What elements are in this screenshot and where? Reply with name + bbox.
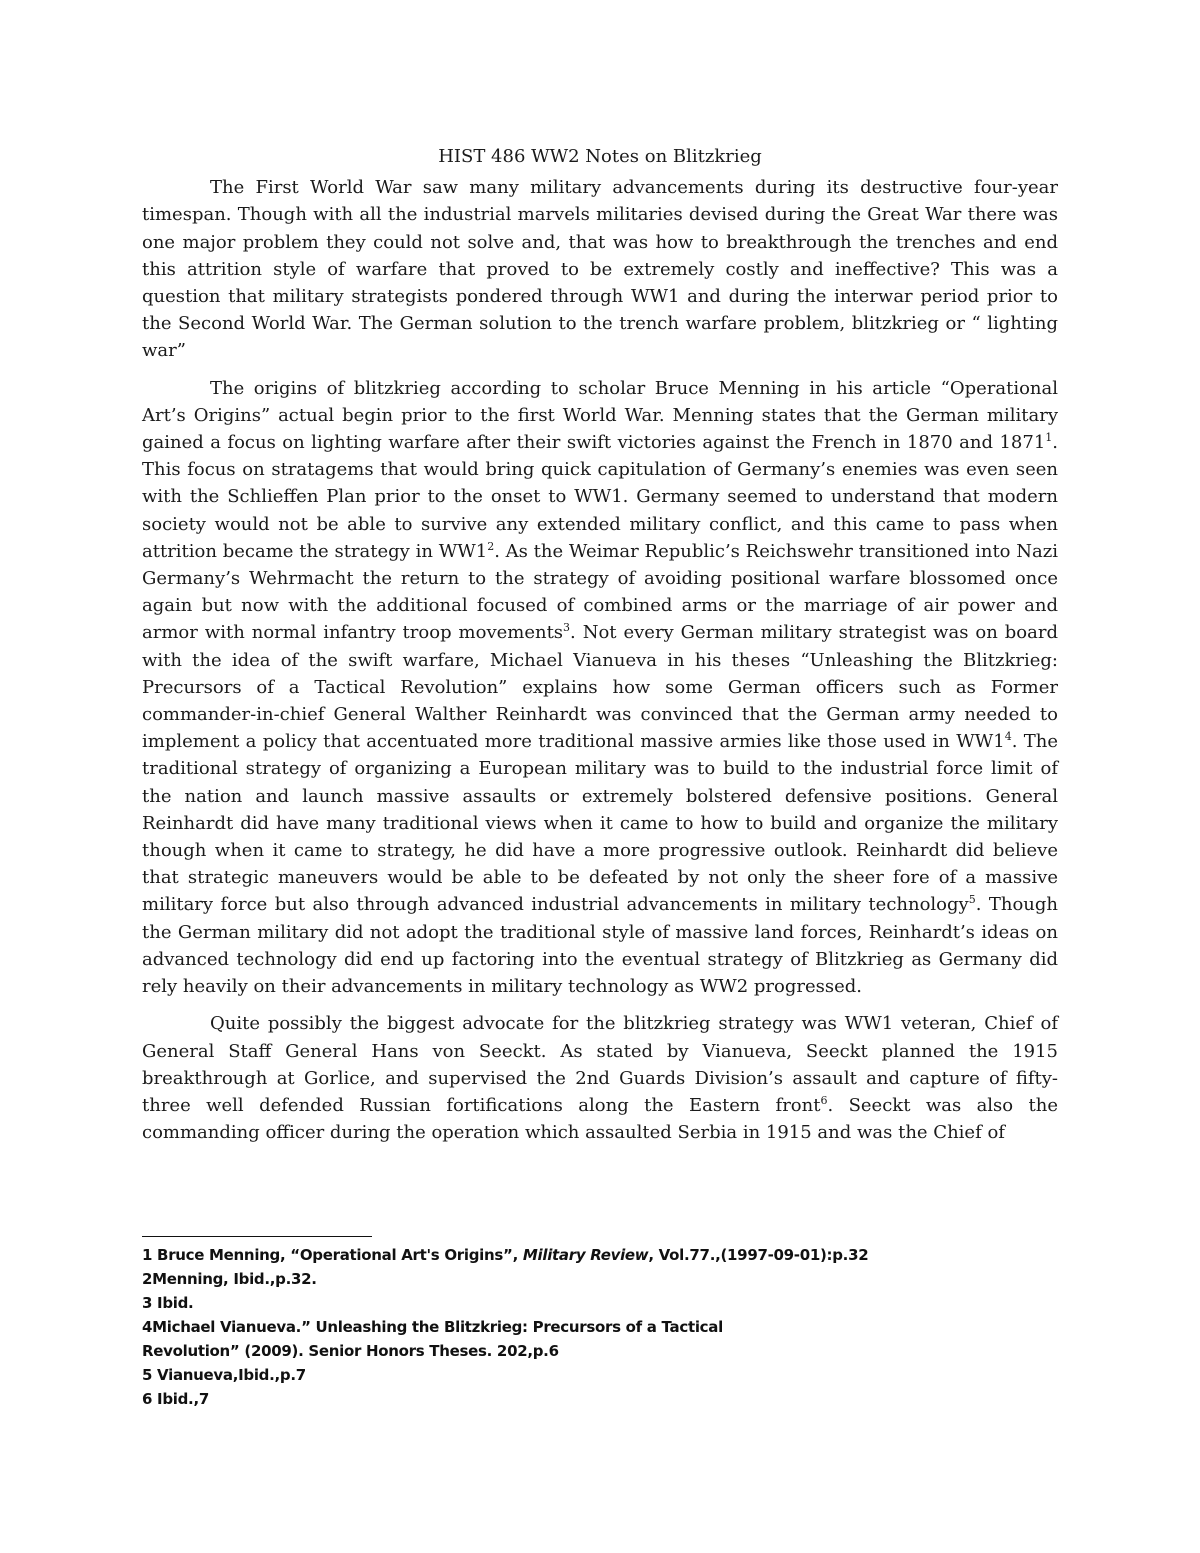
footnote-list xyxy=(142,1243,1058,1411)
footnote-reference: 6 xyxy=(820,1093,828,1107)
footnote-text: 5 Vianueva,Ibid.,p.7 xyxy=(142,1366,306,1384)
paragraph-text: Quite possibly the biggest advocate for the blitzkrieg strategy was WW1 veteran, Chief of General Staff General Hans von Seeckt. As stated by Vianueva, Seeckt planned the 1915 breakthrough at Gorlice, and supervised the 2nd Guards Division’s assault and capture of fifty-three well defended Russian fortifications along the Eastern front xyxy=(142,1013,1058,1116)
footnote-item xyxy=(142,1267,1058,1291)
footnote-journal-title: Military Review xyxy=(522,1246,649,1264)
paragraph-text: The First World War saw many military advancements during its destructive four-year timespan. Though with all the industrial marvels militaries devised during the Great War there was one major problem they could not solve and, that was how to breakthrough the trenches and end this attrition style of warfare that proved to be extremely costly and ineffective? This was a question that military strategists pondered through WW1 and during the interwar period prior to the Second World War. The German solution to the trench warfare problem, blitzkrieg or “ lighting war” xyxy=(142,177,1058,362)
footnote-text: 3 Ibid. xyxy=(142,1294,194,1312)
footnote-text: 6 Ibid.,7 xyxy=(142,1390,209,1408)
footnotes-section xyxy=(142,1236,1058,1411)
footnote-text: 4Michael Vianueva.” Unleashing the Blitzkrieg: Precursors of a Tactical xyxy=(142,1318,723,1336)
document-body xyxy=(142,143,1058,1156)
footnote-item xyxy=(142,1291,1058,1315)
footnote-reference: 4 xyxy=(1004,730,1012,744)
footnote-text: Revolution” (2009). Senior Honors Theses. 202,p.6 xyxy=(142,1342,559,1360)
footnote-reference: 1 xyxy=(1045,431,1053,445)
paragraph-text: . Though the German military did not adopt the traditional style of massive land forces, Reinhardt’s ideas on advanced technology did end up factoring into the eventual strategy of Blitzkrieg as Germany did rely heavily on their advancements in military technology as WW2 progressed. xyxy=(142,894,1058,998)
paragraph-list xyxy=(142,174,1058,1146)
footnote-item xyxy=(142,1363,1058,1387)
document-title: HIST 486 WW2 Notes on Blitzkrieg xyxy=(438,146,762,167)
paragraph-text: . This focus on stratagems that would bring quick capitulation of Germany’s enemies was even seen with the Schlieffen Plan prior to the onset to WW1. Germany seemed to understand that modern society would not be able to survive any extended military conflict, and this came to pass when attrition became the strategy in WW1 xyxy=(142,432,1058,562)
footnote-item xyxy=(142,1243,1058,1267)
footnote-text: 1 Bruce Menning, “Operational Art's Origins”, xyxy=(142,1246,523,1264)
footnote-reference: 3 xyxy=(563,621,571,635)
footnote-item xyxy=(142,1315,1058,1339)
body-paragraph xyxy=(142,174,1058,364)
footnote-reference: 2 xyxy=(487,539,495,553)
footnote-item xyxy=(142,1387,1058,1411)
paragraph-text: . The traditional strategy of organizing a European military was to build to the industrial force limit of the nation and launch massive assaults or extremely bolstered defensive positions. General Reinhardt did have many traditional views when it came to how to build and organize the military though when it came to strategy, he did have a more progressive outlook. Reinhardt did believe that strategic maneuvers would be able to be defeated by not only the sheer fore of a massive military force but also through advanced industrial advancements in military technology xyxy=(142,731,1058,916)
footnote-separator xyxy=(142,1236,372,1237)
paragraph-text: . As the Weimar Republic’s Reichswehr transitioned into Nazi Germany’s Wehrmacht the return to the strategy of avoiding positional warfare blossomed once again but now with the additional focused of combined arms or the marriage of air power and armor with normal infantry troop movements xyxy=(142,540,1058,644)
footnote-item xyxy=(142,1339,1058,1363)
footnote-text: , Vol.77.,(1997-09-01):p.32 xyxy=(648,1246,869,1264)
footnote-reference: 5 xyxy=(968,893,976,907)
paragraph-text: . Not every German military strategist was on board with the idea of the swift warfare, Michael Vianueva in his theses “Unleashing the Blitzkrieg: Precursors of a Tactical Revolution” explains how some German officers such as Former commander-in-chief General Walther Reinhardt was convinced that the German army needed to implement a policy that accentuated more traditional massive armies like those used in WW1 xyxy=(142,622,1058,753)
footnote-text: 2Menning, Ibid.,p.32. xyxy=(142,1270,317,1288)
paragraph-text: . Seeckt was also the commanding officer during the operation which assaulted Serbia in 1915 and was the Chief of xyxy=(142,1094,1058,1144)
paragraph-text: The origins of blitzkrieg according to scholar Bruce Menning in his article “Operational Art’s Origins” actual begin prior to the first World War. Menning states that the German military gained a focus on lighting warfare after their swift victories against the French in 1870 and 1871 xyxy=(142,377,1058,454)
body-paragraph xyxy=(142,1010,1058,1146)
body-paragraph xyxy=(142,375,1058,1001)
